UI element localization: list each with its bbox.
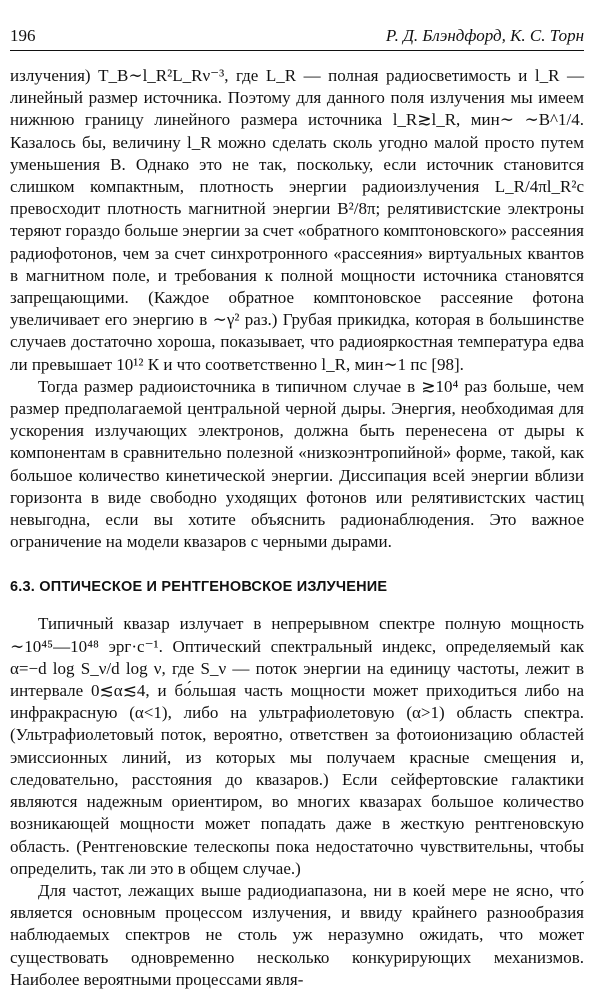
body-paragraph-1: излучения) T_B∼l_R²L_Rν⁻³, где L_R — полная радиосветимость и l_R — линейный размер источника. Поэтому для данного поля излучения мы имеем нижнюю границу линейного размера источника l_R≳l_R, мин∼ ∼B^1/4. Казалось бы, величину l_R можно сделать сколь угодно малой просто путем уменьшения B. Однако это не так, поскольку, если источник становится слишком компактным, плотность энергии радиоизлучения L_R/4πl_R²c превосходит плотность магнитной энергии B²/8π; релятивистские электроны теряют гораздо больше энергии за счет «обратного комптоновского» рассеяния радиофотонов, чем за счет синхротронного «рассеяния» виртуальных квантов в магнитном поле, и требования к полной мощности источника становятся запрещающими. (Каждое обратное комптоновское рассеяние фотона увеличивает его энергию в ∼γ² раз.) Грубая прикидка, которая в большинстве случаев достаточно хороша, показывает, что радиояркостная температура едва ли превышает 10¹² К и что соответственно l_R, мин∼1 пс [98]. — [10, 66, 584, 374]
body-paragraph-2: Тогда размер радиоисточника в типичном случае в ≳10⁴ раз больше, чем размер предполагаемой центральной черной дыры. Энергия, необходимая для ускорения излучающих электронов, должна быть перенесена от дыры к компонентам в сравнительно полезной «низкоэнтропийной» форме, такой, как большое количество кинетической энергии. Диссипация всей энергии вблизи горизонта в виде свободно уходящих фотонов или релятивистских частиц невыгодна, если вы хотите объяснить радионаблюдения. Это важное ограничение на модели квазаров с черными дырами. — [10, 376, 584, 552]
section-heading: 6.3. ОПТИЧЕСКОЕ И РЕНТГЕНОВСКОЕ ИЗЛУЧЕНИЕ — [10, 579, 388, 596]
body-paragraph-4: Для частот, лежащих выше радиодиапазона, ни в коей мере не ясно, что́ является основным процессом излучения, и ввиду крайнего разнообразия наблюдаемых спектров не столь уж неразумно ожидать, что может существовать одновременно несколько конкурирующих механизмов. Наиболее вероятными процессами явля- — [10, 880, 584, 989]
running-header — [10, 26, 584, 51]
book-page — [10, 26, 584, 991]
running-head-authors: Р. Д. Блэндфорд, К. С. Торн — [385, 26, 584, 45]
body-paragraph-3: Типичный квазар излучает в непрерывном спектре полную мощность ∼10⁴⁵—10⁴⁸ эрг·с⁻¹. Оптический спектральный индекс, определяемый как α=−d log S_ν/d log ν, где S_ν — поток энергии на единицу частоты, лежит в интервале 0≲α≲4, и бо́льшая часть мощности может приходиться либо на инфракрасную (α<1), либо на ультрафиолетовую (α>1) область спектра. (Ультрафиолетовый поток, вероятно, ответствен за фотоионизацию областей эмиссионных линий, из которых мы получаем красные смещения и, следовательно, расстояния до квазаров.) Если сейфертовские галактики являются надежным ориентиром, во многих квазарах большое количество возникающей мощности может попадать даже в жесткую рентгеновскую область. (Рентгеновские телескопы пока недостаточно чувствительны, чтобы определить, так ли это в общем случае.) — [10, 614, 584, 878]
page-number: 196 — [10, 26, 36, 45]
